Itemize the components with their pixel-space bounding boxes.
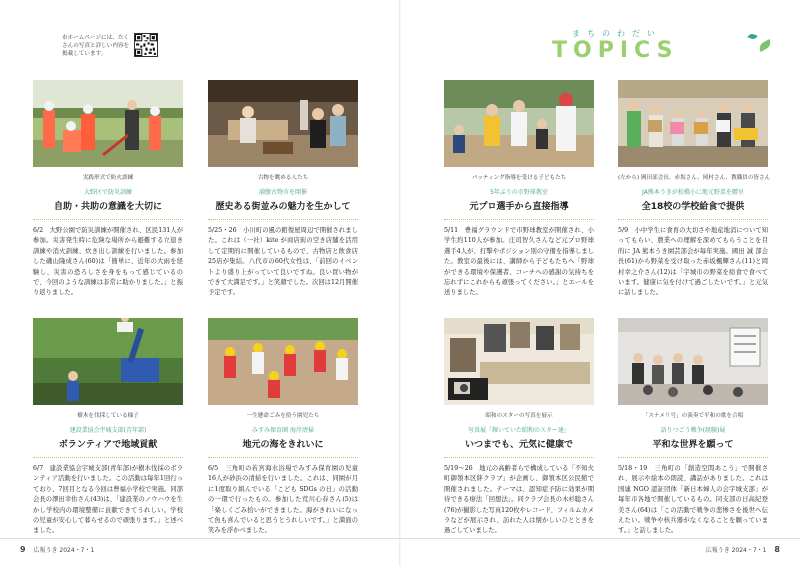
photo-caption: 樹木を伐採している様子 xyxy=(77,413,139,419)
photo-baseball xyxy=(444,80,594,167)
photo-school-lunch xyxy=(618,80,768,167)
topic-headline: 全18校の学校給食で提供 xyxy=(641,202,745,212)
leaf-icon xyxy=(747,33,757,41)
topic-tag: 満腹古物市を開催 xyxy=(258,189,307,196)
topic-card xyxy=(208,318,358,537)
photo-caption: 昭和のスターの写真を展示 xyxy=(485,413,553,419)
page-spine xyxy=(399,0,401,566)
topic-card xyxy=(208,80,358,299)
divider xyxy=(444,219,594,220)
footer-right xyxy=(706,545,780,554)
topics-kana: まちのわだい xyxy=(572,29,662,38)
divider xyxy=(33,219,183,220)
topic-body: 6/2 大野公園で防災訓練が開催され、区民131人が参加。災害発生時に危険な場所から避難する立退き訓練や消火訓練、炊き出し訓練を行いました。参加した磯山隆成さん(60)は「簡単に、近年の大雨を経験し、災害の恐ろしさを身をもって感じているので、今回のような訓練は非常に助かりました。」と振り返りました。 xyxy=(33,227,183,297)
photo-tree-cutting xyxy=(33,318,183,405)
photo-caption: (左から) 國田部会長、赤坂さん、岡村さん、教職員の皆さん xyxy=(618,175,771,181)
topic-tag: 建設業協会宇城支部(青年部) xyxy=(69,427,147,434)
topic-headline: 元プロ選手から直接指導 xyxy=(469,202,569,212)
topic-headline: 地元の海をきれいに xyxy=(242,440,324,450)
photo-showa-exhibit xyxy=(444,318,594,405)
topic-card xyxy=(33,80,183,299)
divider xyxy=(208,457,358,458)
divider xyxy=(33,457,183,458)
topic-body: 5/19～26 地元の高齢者らで構成している「不知火町御領本区絆クラブ」が企画し、御領本区公民館で開催されました。テーマは、認知症予防に効果が期待できる療法「回想法」。同クラブ会長の木杉聡さん(76)が撮影した写真120枚やレコード、フィルムカメラなどが展示され、訪れた人は懐かしいひとときを過ごしていました。 xyxy=(444,465,594,535)
homepage-note: 市ホームページには、たくさんの写真と詳しい内容を掲載しています。 xyxy=(62,35,130,57)
topic-card xyxy=(618,318,768,537)
topic-headline: 自助・共助の意識を大切に xyxy=(53,202,162,212)
topic-tag: 語りつごう戦争(経験)展 xyxy=(660,427,726,434)
qr-code-icon xyxy=(135,34,157,56)
topic-card xyxy=(444,318,594,537)
footer-rule xyxy=(0,538,800,539)
topic-tag: 5年ぶりの市野球教室 xyxy=(490,189,548,196)
qr-code[interactable] xyxy=(134,33,158,57)
topic-headline: いつまでも、元気に健康で xyxy=(464,440,573,450)
leaf-icon xyxy=(757,39,773,52)
photo-caption: 古物を眺める人たち xyxy=(257,175,309,181)
divider xyxy=(618,219,768,220)
topic-headline: ボランティアで地域貢献 xyxy=(58,440,158,450)
topics-title: TOPICS xyxy=(552,38,679,63)
photo-caption: 一生懸命ごみを拾う園児たち xyxy=(246,413,320,419)
photo-peace-concert xyxy=(618,318,768,405)
topic-body: 5/18・19 三角町の「創造空間あこう」で開催され、展示や絵本の朗読、講話がありました。これは国連 NGO 認証団体「新日本婦人の会宇城支部」が毎年市各地で開催しているもの。同支部の日高紀登美さん(64)は「この活動で戦争の悲惨さを後世へ伝えたい。戦争や核兵器がなくなることを願っています。」と話しました。 xyxy=(618,465,768,535)
topic-body: 6/5 三角町の若宮海水浴場でみすみ保育園の児童16人が砂浜の清掃を行いました。これは、同園が月に1度取り組んでいる「こども SDGs の日」の活動の一環で行ったもの。参加した荒川心春さん(5)は「楽しくごみ拾いができました。海がきれいになって魚も喜んでいると思うとうれしいです。」と満面の笑みを浮かべました。 xyxy=(208,465,358,535)
photo-antique-market xyxy=(208,80,358,167)
topic-tag: 写真展「輝いていた昭和のスター達」 xyxy=(467,427,570,434)
topic-headline: 平和な世界を願って xyxy=(652,440,734,450)
photo-caption: 実践形式で防火訓練 xyxy=(82,175,134,181)
topic-tag: 大野区で防災訓練 xyxy=(83,189,132,196)
divider xyxy=(208,219,358,220)
photo-fire-drill xyxy=(33,80,183,167)
topic-body: 5/11 豊福グラウンドで市野球教室が開催され、小学生約110人が参加。庄司智久さんなど元プロ野球選手4人が、打撃やポジション別の守備を指導しました。教室の最後には、講師から子どもたちへ「野球ができる環境や保護者、コーチへの感謝の気持ちを忘れずにこれからも頑張ってください。」とエールを送りました。 xyxy=(444,227,594,297)
topics-heading xyxy=(552,28,772,64)
topic-card xyxy=(444,80,594,299)
photo-caption: バッティング指導を受ける子どもたち xyxy=(471,175,567,181)
topic-card xyxy=(33,318,183,537)
topic-body: 5/9 小中学生に食育の大切さや地産地消について知ってもらい、農業への理解を深めてもらうことを目的に JA 熊本うき園芸部会が毎年実施。國田 誠 部会長(61)から野菜を受け取った赤坂楓輝さん(11)と岡村幸之介さん(12)は「宇城市の野菜を給食で食べています。健康に気を付けて過ごしたいです。」と元気に話しました。 xyxy=(618,227,768,297)
page-number-right: 8 xyxy=(774,545,780,554)
topic-body: 6/7 建設業協会宇城支部(青年部)が樹木伐採のボランティア活動を行いました。この活動は毎年1回行っており、7回目となる今回は豊福小学校で実施。同部会長の澤田幸佑さん(43)は、「建設業のノウハウを生かし学校内の環境整備に貢献できてうれしい。学校の児童が安心して暮らせるので頑張ります。」と述べました。 xyxy=(33,465,183,535)
topic-card xyxy=(618,80,771,299)
topic-body: 5/25・26 小川町の風の館復屋周辺で開催されました。これは（一社）kite が商店街の空き店舗を活用して定期的に開催しているもので、古物店と飲食店25店が集結。八代市の60代女性は、「前回のイベントより盛り上がっていて良いですね。良い買い物ができて大満足です。」と笑顔でした。次回は12月開催予定です。 xyxy=(208,227,358,297)
topic-tag: JA熊本うきが松橋小に地元野菜を贈呈 xyxy=(642,189,744,196)
divider xyxy=(618,457,768,458)
issue-label-right: 広報うき 2024・7・1 xyxy=(705,547,767,554)
page-number-left: 9 xyxy=(20,545,26,554)
topic-headline: 歴史ある街並みの魅力を生かして xyxy=(215,202,351,212)
topic-tag: みすみ保育園 海岸清掃 xyxy=(252,427,314,434)
footer-left xyxy=(20,545,94,554)
photo-beach-cleanup xyxy=(208,318,358,405)
divider xyxy=(444,457,594,458)
issue-label-left: 広報うき 2024・7・1 xyxy=(33,547,95,554)
photo-caption: 「スナメリ号」の演奏で平和の歌を合唱 xyxy=(642,413,744,419)
